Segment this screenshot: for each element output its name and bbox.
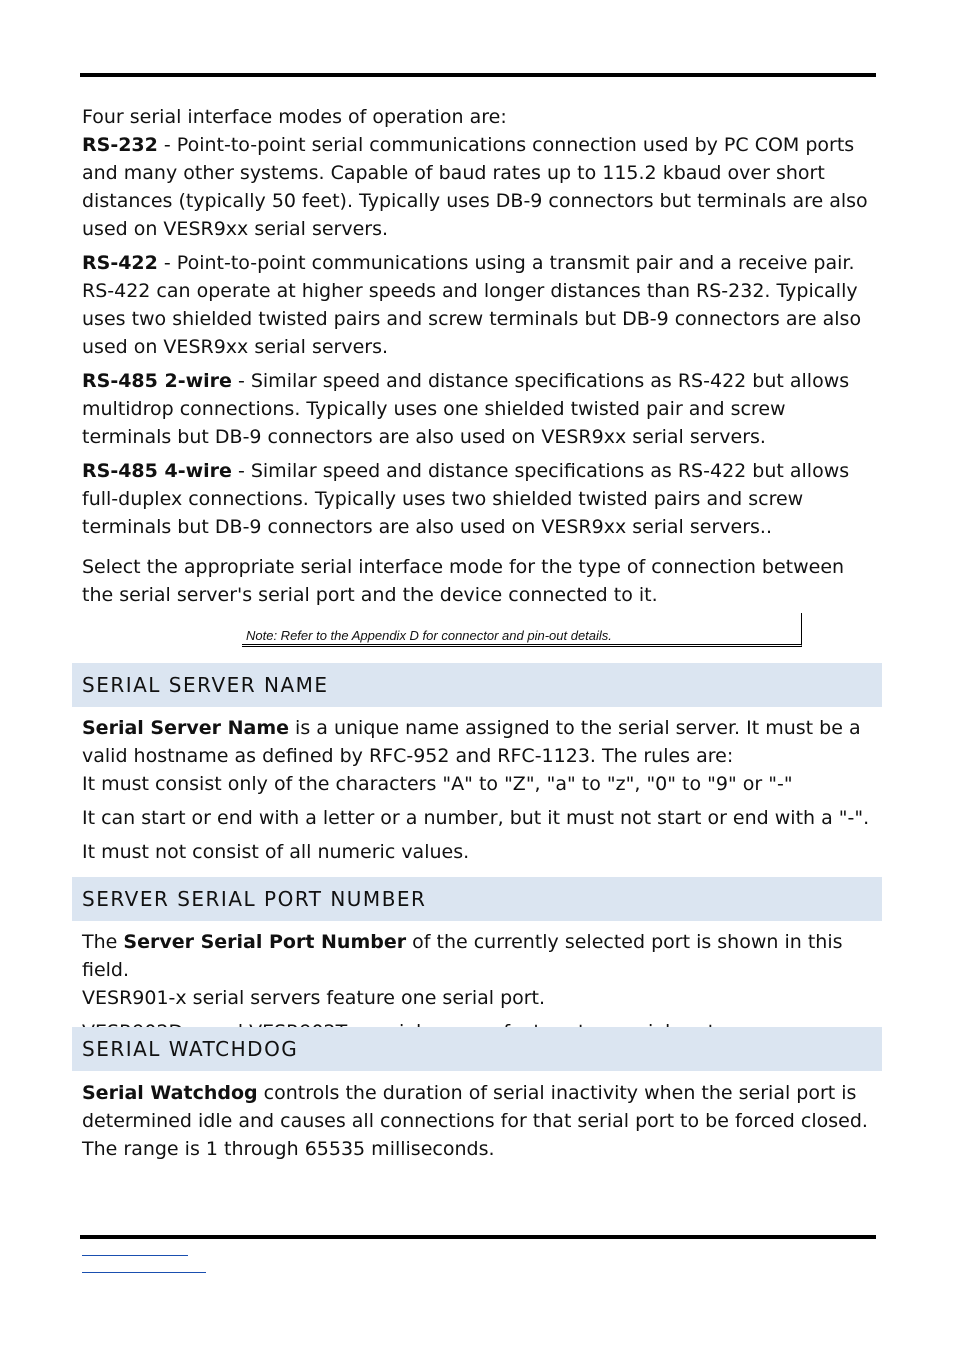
mode-name: RS-422	[82, 252, 158, 274]
section-heading-server-serial-port-number: SERVER SERIAL PORT NUMBER	[72, 877, 882, 921]
intro-lead: Four serial interface modes of operation are:	[82, 106, 507, 128]
section-heading-serial-server-name: SERIAL SERVER NAME	[72, 663, 882, 707]
mode-desc: - Point-to-point serial communications connection used by PC COM ports and many other systems. Capable of baud rates up to 115.2 kbaud over short distances (typically 50 feet). Typically uses DB-9 connectors but terminals are also used on VESR9xx serial servers.	[82, 134, 868, 240]
port-number-desc: The Server Serial Port Number of the currently selected port is shown in this field.	[82, 931, 843, 981]
footer-link-underline[interactable]	[82, 1272, 206, 1273]
serial-server-name-desc: Serial Server Name is a unique name assigned to the serial server. It must be a valid hostname as defined by RFC-952 and RFC-1123. The rules are:	[82, 717, 861, 767]
mode-desc: - Similar speed and distance specifications as RS-422 but allows full-duplex connections. Typically uses two shielded twisted pairs and screw terminals but DB-9 connectors are also used on VESR9xx serial servers..	[82, 460, 850, 538]
port-number-line-2: VESR901-x serial servers feature one serial port.	[82, 987, 546, 1009]
mode-name: RS-485 4-wire	[82, 460, 232, 482]
mode-rs485-4wire	[82, 457, 874, 541]
mode-desc: - Similar speed and distance specifications as RS-422 but allows multidrop connections. Typically uses one shielded twisted pair and screw terminals but DB-9 connectors are also used on VESR9xx serial servers.	[82, 370, 850, 448]
mode-name: RS-232	[82, 134, 158, 156]
mode-rs232	[82, 131, 874, 243]
hostname-rule-2: It can start or end with a letter or a number, but it must not start or end with a "-".	[82, 807, 870, 829]
note-box	[82, 609, 874, 659]
serial-server-name-body	[82, 714, 874, 872]
section-heading-serial-watchdog: SERIAL WATCHDOG	[72, 1027, 882, 1071]
select-mode-text: Select the appropriate serial interface mode for the type of connection between the serial server's serial port and the device connected to it.	[82, 556, 845, 606]
note-text: Note: Refer to the Appendix D for connector and pin-out details.	[242, 613, 802, 647]
mode-rs422	[82, 249, 874, 361]
hostname-rule-3: It must not consist of all numeric values.	[82, 841, 470, 863]
footer-rule	[80, 1235, 876, 1239]
hostname-rule-1: It must consist only of the characters "A" to "Z", "a" to "z", "0" to "9" or "-"	[82, 773, 793, 795]
footer-link-underline[interactable]	[82, 1255, 188, 1256]
mode-name: RS-485 2-wire	[82, 370, 232, 392]
mode-rs485-2wire	[82, 367, 874, 451]
serial-watchdog-body	[82, 1079, 874, 1169]
header-rule	[80, 73, 876, 77]
intro-section	[82, 103, 874, 659]
serial-watchdog-desc: Serial Watchdog controls the duration of serial inactivity when the serial port is determined idle and causes all connections for that serial port to be forced closed. The range is 1 through 65535 milliseconds.	[82, 1082, 868, 1160]
mode-desc: - Point-to-point communications using a transmit pair and a receive pair. RS-422 can operate at higher speeds and longer distances than RS-232. Typically uses two shielded twisted pairs and screw terminals but DB-9 connectors are also used on VESR9xx serial servers.	[82, 252, 862, 358]
